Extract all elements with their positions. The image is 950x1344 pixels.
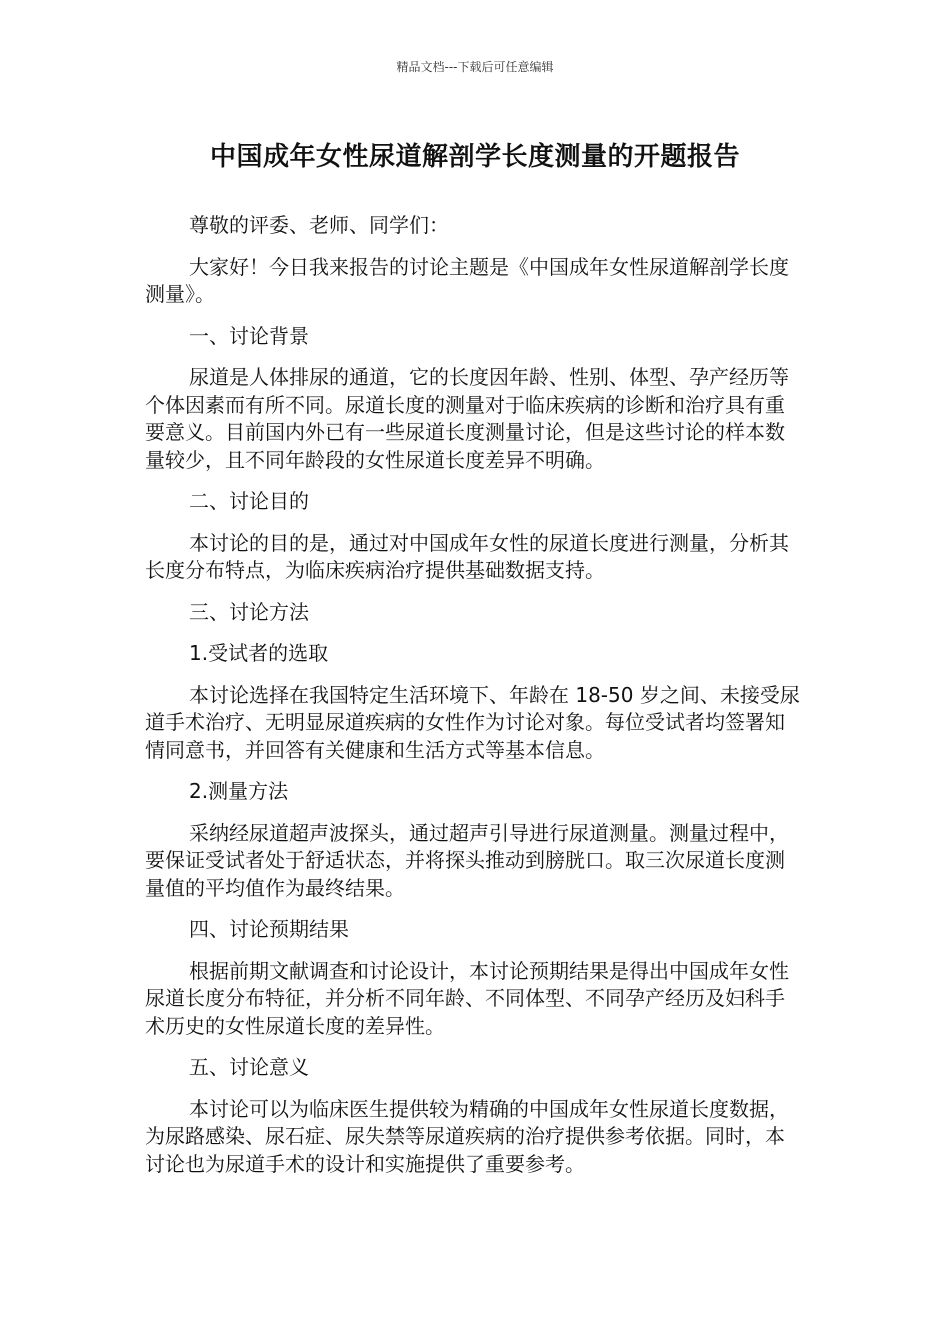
expected-results-paragraph: 根据前期文献调查和讨论设计，本讨论预期结果是得出中国成年女性尿道长度分布特征，并分析不同年龄、不同体型、不同孕产经历及妇科手术历史的女性尿道长度的差异性。 <box>145 958 789 1038</box>
section-heading-purpose: 二、讨论目的 <box>189 489 309 513</box>
section-heading-method: 三、讨论方法 <box>189 599 309 624</box>
section-heading-expected-results: 四、讨论预期结果 <box>189 917 349 941</box>
section-heading-background: 一、讨论背景 <box>189 323 309 348</box>
purpose-paragraph: 本讨论的目的是，通过对中国成年女性的尿道长度进行测量，分析其长度分布特点，为临床疾病治疗提供基础数据支持。 <box>145 530 789 582</box>
subjects-paragraph: 本讨论选择在我国特定生活环境下、年龄在 18-50 岁之间、未接受尿道手术治疗、无明显尿道疾病的女性作为讨论对象。每位受试者均签署知情同意书，并回答有关健康和生活方式等基本信息。 <box>145 682 800 762</box>
greeting-paragraph: 尊敬的评委、老师、同学们： <box>189 213 449 237</box>
header-note: 精品文档---下载后可任意编辑 <box>396 60 554 74</box>
significance-paragraph: 本讨论可以为临床医生提供较为精确的中国成年女性尿道长度数据，为尿路感染、尿石症、尿失禁等尿道疾病的治疗提供参考依据。同时，本讨论也为尿道手术的设计和实施提供了重要参考。 <box>145 1096 789 1176</box>
subsection-heading-measurement: 2.测量方法 <box>189 779 289 803</box>
section-heading-significance: 五、讨论意义 <box>189 1055 309 1079</box>
document-title: 中国成年女性尿道解剖学长度测量的开题报告 <box>209 142 740 172</box>
background-paragraph: 尿道是人体排尿的通道，它的长度因年龄、性别、体型、孕产经历等个体因素而有所不同。尿道长度的测量对于临床疾病的诊断和治疗具有重要意义。目前国内外已有一些尿道长度测量讨论，但是这些讨论的样本数量较少，且不同年龄段的女性尿道长度差异不明确。 <box>145 365 789 472</box>
document-body <box>145 212 800 1192</box>
intro-paragraph: 大家好！今日我来报告的讨论主题是《中国成年女性尿道解剖学长度测量》。 <box>145 254 789 306</box>
measurement-paragraph: 采纳经尿道超声波探头，通过超声引导进行尿道测量。测量过程中，要保证受试者处于舒适状态，并将探头推动到膀胱口。取三次尿道长度测量值的平均值作为最终结果。 <box>145 820 789 900</box>
subsection-heading-subjects: 1.受试者的选取 <box>189 641 329 665</box>
